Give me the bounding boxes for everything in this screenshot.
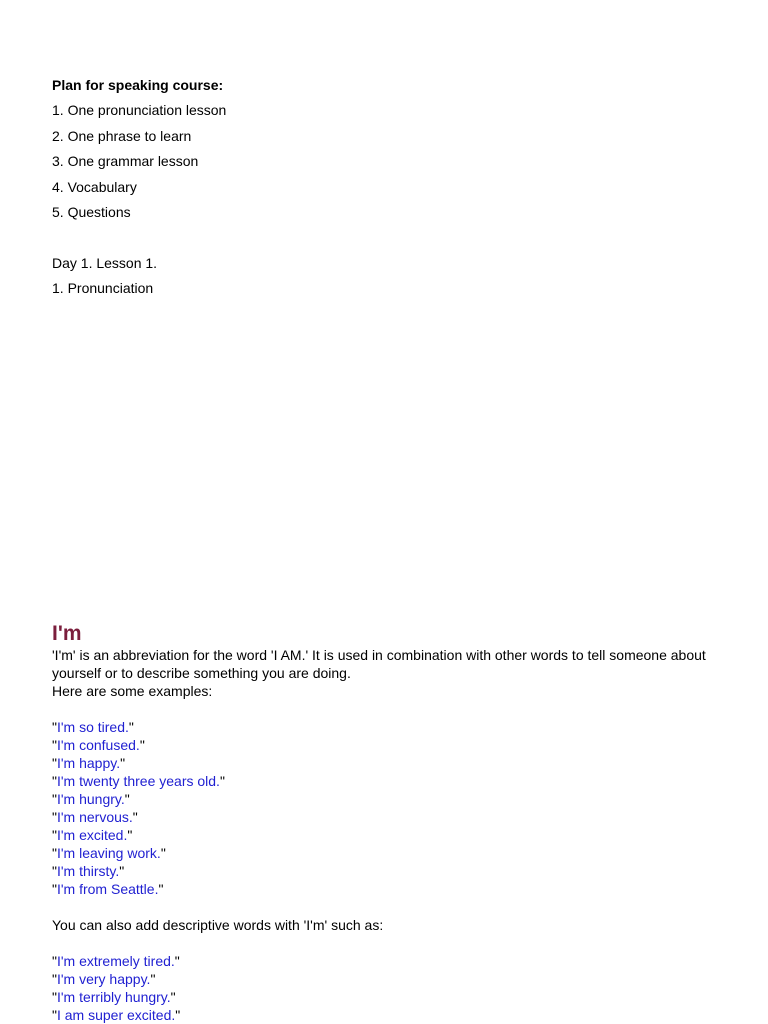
quote-close: " — [150, 971, 156, 987]
quote-open: " — [52, 755, 57, 771]
descriptive-label: You can also add descriptive words with 'I'm' such as: — [52, 917, 384, 933]
example-item — [52, 790, 712, 808]
example-item — [52, 826, 712, 844]
quote-open: " — [52, 809, 57, 825]
example-text: I'm leaving work. — [56, 845, 161, 861]
course-plan-section — [52, 73, 716, 302]
quote-open: " — [52, 773, 57, 789]
quote-close: " — [124, 791, 130, 807]
blank-line — [52, 700, 712, 718]
example-item — [52, 772, 712, 790]
blank-line — [52, 898, 712, 916]
quote-close: " — [132, 809, 138, 825]
example-item — [52, 880, 712, 898]
plan-item: 3. One grammar lesson — [52, 153, 199, 170]
quote-close: " — [174, 953, 180, 969]
plan-title: Plan for speaking course: — [52, 77, 224, 93]
blank-line — [52, 225, 716, 250]
example-item — [52, 862, 712, 880]
plan-item: 5. Questions — [52, 204, 131, 221]
example-text: I'm so tired. — [56, 719, 129, 735]
quote-open: " — [52, 953, 57, 969]
intro-paragraph: 'I'm' is an abbreviation for the word 'I AM.' It is used in combination with other words to tell someone about yourself or to describe something you are doing. — [52, 647, 706, 681]
lesson-day: Day 1. Lesson 1. — [52, 254, 158, 271]
quote-close: " — [127, 827, 133, 843]
quote-open: " — [52, 845, 57, 861]
quote-open: " — [52, 1007, 57, 1023]
example-text: I'm happy. — [56, 755, 121, 771]
lesson-section: 1. Pronunciation — [52, 280, 154, 297]
quote-close: " — [160, 845, 166, 861]
descriptive-example-item — [52, 1006, 712, 1024]
plan-item: 4. Vocabulary — [52, 178, 137, 195]
blank-line — [52, 934, 712, 952]
example-item — [52, 844, 712, 862]
example-item — [52, 718, 712, 736]
quote-open: " — [52, 791, 57, 807]
example-item — [52, 736, 712, 754]
quote-close: " — [175, 1007, 181, 1023]
example-text: I'm confused. — [56, 737, 140, 753]
example-text: I'm hungry. — [56, 791, 125, 807]
quote-close: " — [139, 737, 145, 753]
quote-close: " — [128, 719, 134, 735]
examples-label: Here are some examples: — [52, 683, 213, 699]
example-text: I'm excited. — [56, 827, 128, 843]
quote-close: " — [120, 755, 126, 771]
descriptive-examples-list — [52, 952, 712, 1024]
descriptive-example-item — [52, 970, 712, 988]
topic-heading: I'm — [52, 622, 82, 645]
quote-open: " — [52, 881, 57, 897]
plan-item: 1. One pronunciation lesson — [52, 102, 227, 119]
quote-close: " — [158, 881, 164, 897]
descriptive-example-item — [52, 988, 712, 1006]
quote-close: " — [170, 989, 176, 1005]
example-item — [52, 808, 712, 826]
example-text: I'm from Seattle. — [56, 881, 159, 897]
example-text: I'm very happy. — [56, 971, 151, 987]
quote-open: " — [52, 827, 57, 843]
descriptive-example-item — [52, 952, 712, 970]
plan-item: 2. One phrase to learn — [52, 127, 192, 144]
quote-open: " — [52, 863, 57, 879]
quote-close: " — [219, 773, 225, 789]
example-text: I am super excited. — [56, 1007, 176, 1023]
topic-section — [52, 622, 712, 1024]
example-item — [52, 754, 712, 772]
quote-open: " — [52, 719, 57, 735]
example-text: I'm extremely tired. — [56, 953, 175, 969]
example-text: I'm terribly hungry. — [56, 989, 171, 1005]
quote-open: " — [52, 971, 57, 987]
example-text: I'm twenty three years old. — [56, 773, 220, 789]
example-text: I'm nervous. — [56, 809, 133, 825]
examples-list — [52, 718, 712, 898]
example-text: I'm thirsty. — [56, 863, 120, 879]
quote-close: " — [119, 863, 125, 879]
quote-open: " — [52, 737, 57, 753]
quote-open: " — [52, 989, 57, 1005]
